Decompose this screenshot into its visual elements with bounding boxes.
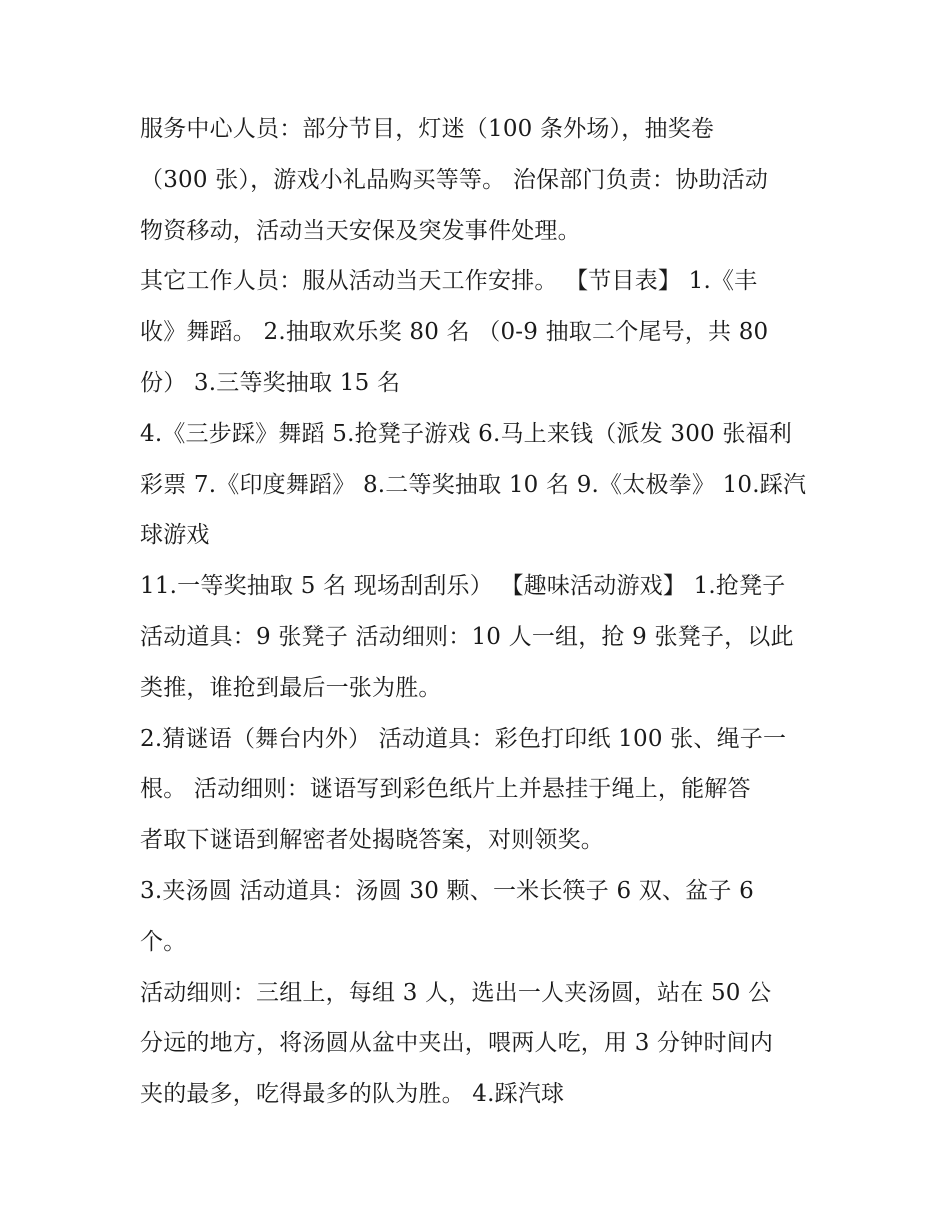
text-line: 类推，谁抢到最后一张为胜。 bbox=[140, 674, 442, 701]
paragraph-program-list bbox=[140, 256, 820, 408]
text-line: 收》舞蹈。 2.抽取欢乐奖 80 名 （0-9 抽取二个尾号，共 80 bbox=[140, 319, 769, 346]
text-line: 3.夹汤圆 活动道具：汤圆 30 颗、一米长筷子 6 双、盆子 6 bbox=[140, 877, 754, 904]
text-line: 球游戏 bbox=[140, 522, 210, 549]
text-line: 服务中心人员：部分节目，灯迷（100 条外场），抽奖卷 bbox=[140, 116, 715, 142]
document-body bbox=[140, 104, 820, 1120]
text-line: 彩票 7.《印度舞蹈》 8.二等奖抽取 10 名 9.《太极拳》 10.踩汽 bbox=[140, 471, 807, 498]
text-line: 根。 活动细则：谜语写到彩色纸片上并悬挂于绳上，能解答 bbox=[140, 776, 751, 803]
text-line: 份） 3.三等奖抽取 15 名 bbox=[140, 369, 401, 396]
text-line: 活动道具：9 张凳子 活动细则：10 人一组，抢 9 张凳子，以此 bbox=[140, 623, 794, 650]
paragraph-tangyuan-game bbox=[140, 866, 820, 968]
text-line: （300 张），游戏小礼品购买等等。 治保部门负责：协助活动 bbox=[140, 166, 769, 193]
text-line: 分远的地方，将汤圆从盆中夹出，喂两人吃，用 3 分钟时间内 bbox=[140, 1030, 774, 1057]
paragraph-riddle-game bbox=[140, 714, 820, 866]
text-line: 其它工作人员：服从活动当天工作安排。 【节目表】 1.《丰 bbox=[140, 268, 758, 295]
text-line: 2.猜谜语（舞台内外） 活动道具：彩色打印纸 100 张、绳子一 bbox=[140, 725, 787, 752]
text-line: 物资移动，活动当天安保及突发事件处理。 bbox=[140, 217, 581, 244]
text-line: 11.一等奖抽取 5 名 现场刮刮乐） 【趣味活动游戏】 1.抢凳子 bbox=[140, 573, 786, 600]
paragraph-games-intro bbox=[140, 561, 820, 713]
text-line: 4.《三步踩》舞蹈 5.抢凳子游戏 6.马上来钱（派发 300 张福利 bbox=[140, 420, 792, 447]
text-line: 个。 bbox=[140, 928, 187, 955]
paragraph-tangyuan-rules bbox=[140, 968, 820, 1120]
text-line: 夹的最多，吃得最多的队为胜。 4.踩汽球 bbox=[140, 1081, 565, 1108]
paragraph-staff-duties bbox=[140, 104, 820, 256]
text-line: 者取下谜语到解密者处揭晓答案，对则领奖。 bbox=[140, 827, 604, 854]
text-line: 活动细则：三组上，每组 3 人，选出一人夹汤圆，站在 50 公 bbox=[140, 979, 772, 1006]
paragraph-program-continued bbox=[140, 409, 820, 561]
